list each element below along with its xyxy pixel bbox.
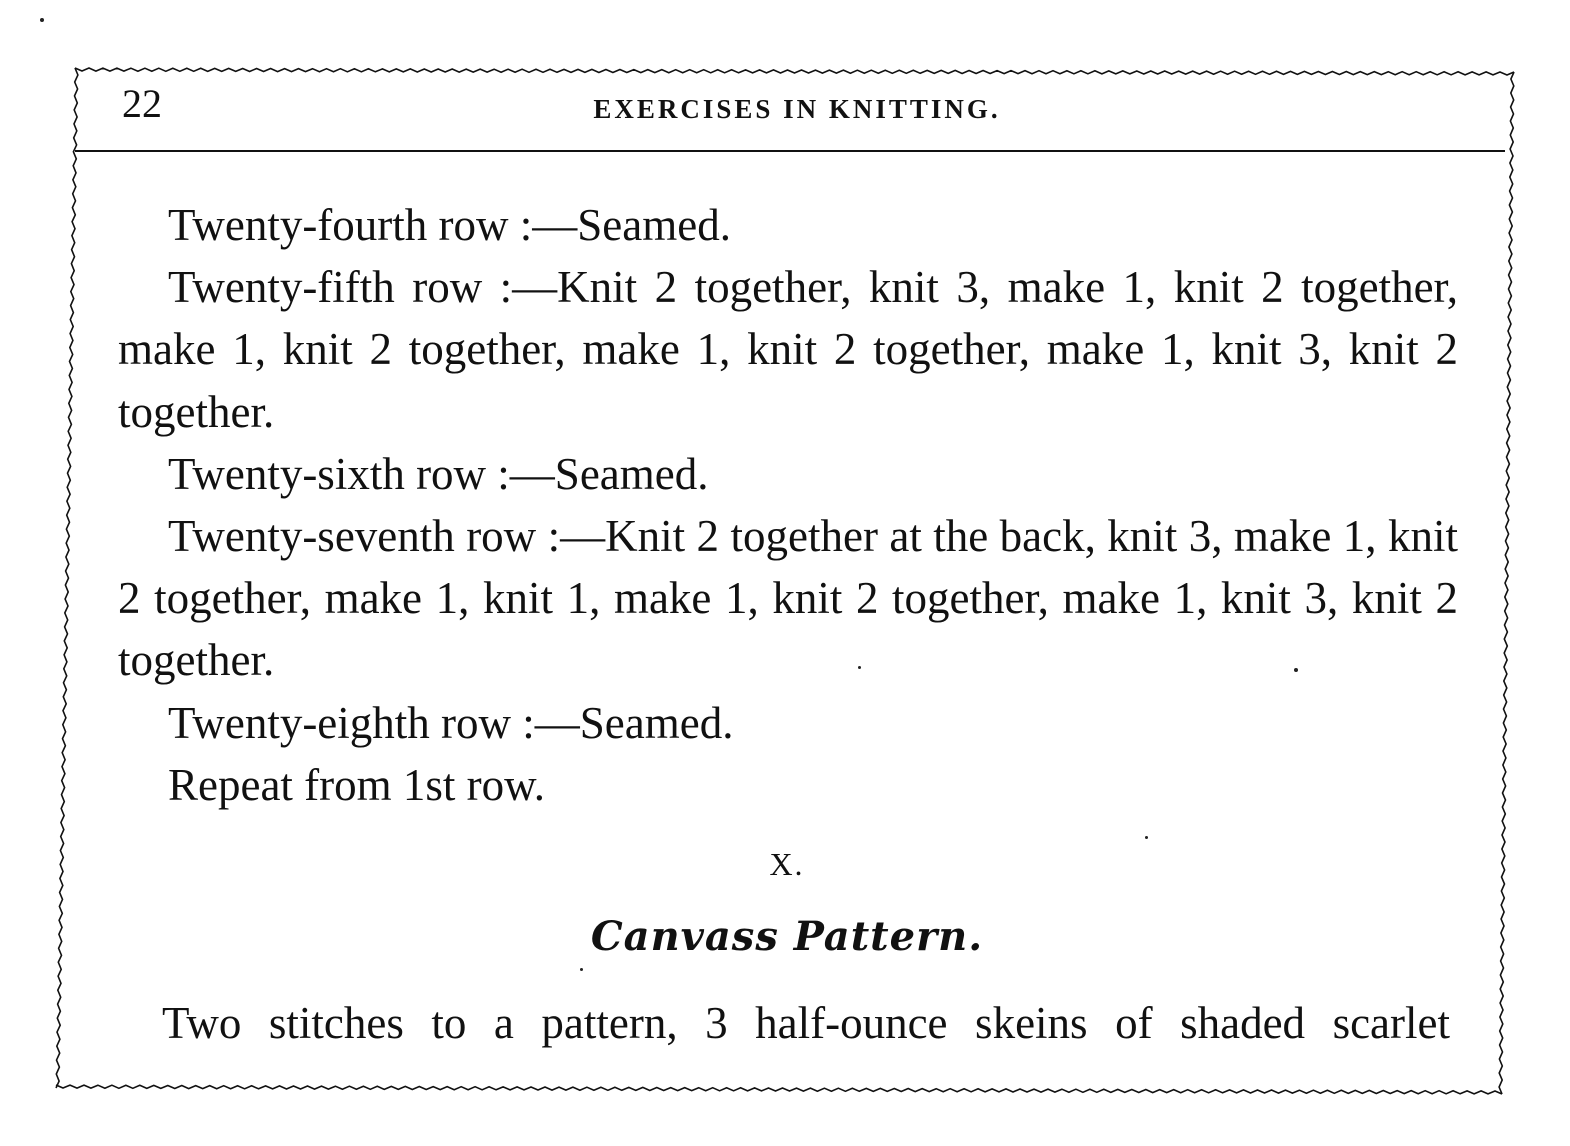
print-speck [40, 18, 44, 22]
row-24-instruction: Twenty-fourth row :—Seamed. [168, 200, 731, 250]
repeat-instruction: Repeat from 1st row. [168, 759, 545, 810]
page-number: 22 [122, 81, 162, 126]
row-28-instruction: Twenty-eighth row :—Seamed. [168, 697, 734, 748]
section-title: Canvass Pattern. [590, 913, 984, 960]
header-rule [75, 150, 1505, 152]
row-25-instruction: Twenty-fifth row :—Knit 2 together, knit 3, make 1, knit 2 together, make 1, knit 2 together, make 1, knit 2 together, make 1, knit 3, knit 2 together. [118, 262, 1458, 437]
row-27-instruction: Twenty-seventh row :—Knit 2 together at the back, knit 3, make 1, knit 2 together, make 1, knit 1, make 1, knit 2 together, make 1, knit 3, knit 2 together. [118, 511, 1458, 686]
instructions-body [118, 194, 1458, 816]
running-title: EXERCISES IN KNITTING. [593, 94, 1001, 124]
row-26-instruction: Twenty-sixth row :—Seamed. [168, 448, 709, 499]
print-speck [1145, 836, 1148, 839]
section-number: X. [769, 846, 805, 882]
section-intro-text: Two stitches to a pattern, 3 half-ounce skeins of shaded scarlet [162, 998, 1450, 1048]
print-speck [580, 968, 583, 971]
